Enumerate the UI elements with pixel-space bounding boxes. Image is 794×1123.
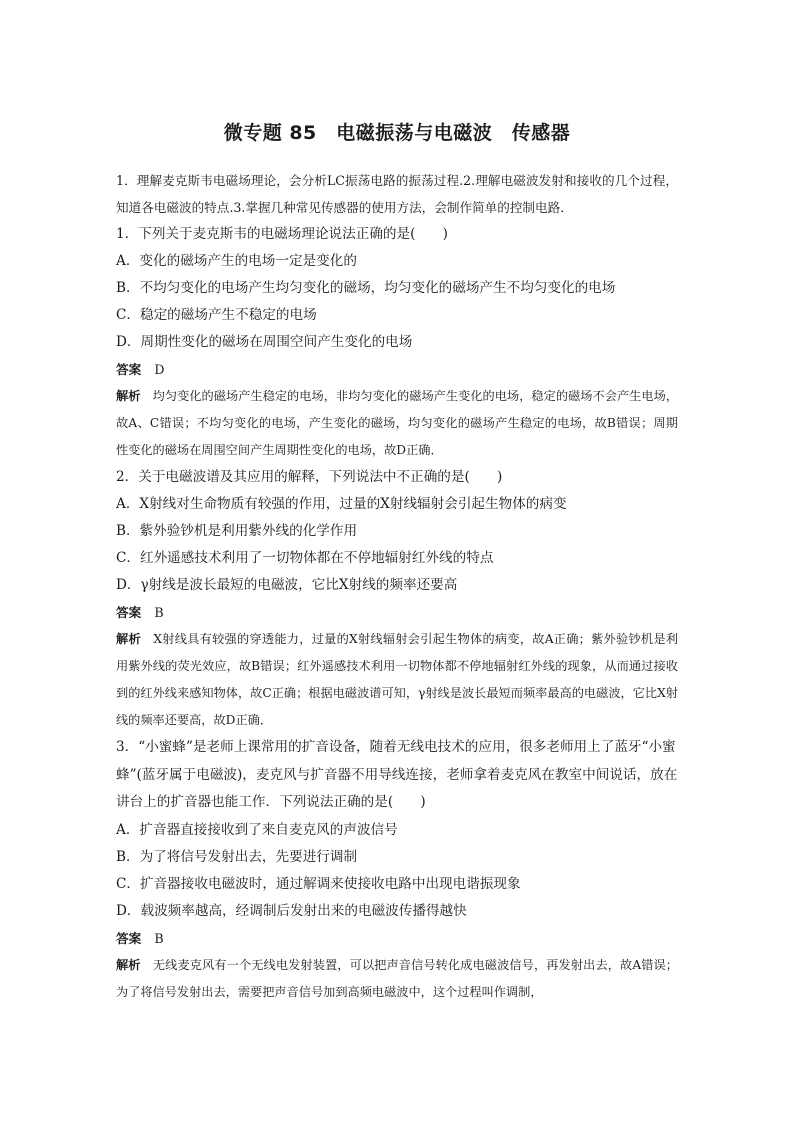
- answer-value: D: [154, 362, 165, 377]
- option-b: B．不均匀变化的电场产生均匀变化的磁场，均匀变化的磁场产生不均匀变化的电场: [116, 280, 616, 296]
- option-d: D．周期性变化的磁场在周围空间产生变化的电场: [116, 334, 413, 350]
- option-c: C．红外遥感技术利用了一切物体都在不停地辐射红外线的特点: [116, 550, 494, 566]
- explanation-text: 均匀变化的磁场产生稳定的电场，非均匀变化的磁场产生变化的电场，稳定的磁场不会产生电场，故A、C错误；不均匀变化的电场，产生变化的磁场，均匀变化的磁场产生稳定的电场，故B错误；周期性变化的磁场在周围空间产生周期性变化的电场，故D正确．: [116, 389, 679, 457]
- option-c: C．稳定的磁场产生不稳定的电场: [116, 307, 317, 323]
- question-3: [116, 734, 678, 1006]
- question-1: [116, 221, 678, 464]
- option-a: A．X射线对生命物质有较强的作用，过量的X射线辐射会引起生物体的病变: [116, 496, 567, 512]
- explanation-label: 解析: [116, 957, 141, 972]
- option-b: B．紫外验钞机是利用紫外线的化学作用: [116, 523, 358, 539]
- answer-line: [116, 356, 678, 383]
- option-c: C．扩音器接收电磁波时，通过解调来使接收电路中出现电谐振现象: [116, 875, 521, 892]
- learning-objectives: 1．理解麦克斯韦电磁场理论，会分析LC振荡电路的振荡过程.2.理解电磁波发射和接收的几个过程，知道各电磁波的特点.3.掌握几种常见传感器的使用方法，会制作简单的控制电路．: [116, 173, 678, 215]
- question-stem: 2．关于电磁波谱及其应用的解释，下列说法中不正确的是( ): [116, 469, 503, 485]
- explanation-label: 解析: [116, 632, 141, 646]
- explanation-text: X射线具有较强的穿透能力，过量的X射线辐射会引起生物体的病变，故A正确；紫外验钞机是利用紫外线的荧光效应，故B错误；红外遥感技术利用一切物体都不停地辐射红外线的现象，从而通过接收到的红外线来感知物体，故C正确；根据电磁波谱可知，γ射线是波长最短而频率最高的电磁波，它比X射线的频率还要高，故D正确．: [116, 632, 679, 727]
- question-stem: 3．“小蜜蜂”是老师上课常用的扩音设备，随着无线电技术的应用，很多老师用上了蓝牙“小蜜蜂”(蓝牙属于电磁波)，麦克风与扩音器不用导线连接，老师拿着麦克风在教室中间说话，放在讲台上的扩音器也能工作．下列说法正确的是( ): [116, 739, 678, 810]
- answer-label: 答案: [116, 930, 142, 946]
- explanation-label: 解析: [116, 389, 141, 403]
- answer-value: B: [154, 930, 164, 946]
- option-a: A．扩音器直接接收到了来自麦克风的声波信号: [116, 821, 398, 838]
- option-b: B．为了将信号发射出去，先要进行调制: [116, 848, 358, 865]
- answer-label: 答案: [116, 605, 142, 620]
- explanation: [116, 952, 678, 1006]
- page-title: 微专题 85 电磁振荡与电磁波 传感器: [223, 122, 571, 144]
- explanation: [116, 383, 678, 464]
- explanation-text: 无线麦克风有一个无线电发射装置，可以把声音信号转化成电磁波信号，再发射出去，故A错误；为了将信号发射出去，需要把声音信号加到高频电磁波中，这个过程叫作调制，: [116, 957, 678, 999]
- answer-value: B: [154, 605, 164, 620]
- option-a: A．变化的磁场产生的电场一定是变化的: [116, 253, 357, 269]
- explanation: [116, 626, 678, 734]
- answer-line: [116, 925, 678, 952]
- question-stem: 1．下列关于麦克斯韦的电磁场理论说法正确的是( ): [116, 226, 448, 242]
- option-d: D．γ射线是波长最短的电磁波，它比X射线的频率还要高: [116, 577, 458, 593]
- answer-line: [116, 599, 678, 626]
- document-page: [116, 118, 678, 1006]
- option-d: D．载波频率越高，经调制后发射出来的电磁波传播得越快: [116, 902, 467, 919]
- answer-label: 答案: [116, 362, 142, 377]
- question-2: [116, 464, 678, 734]
